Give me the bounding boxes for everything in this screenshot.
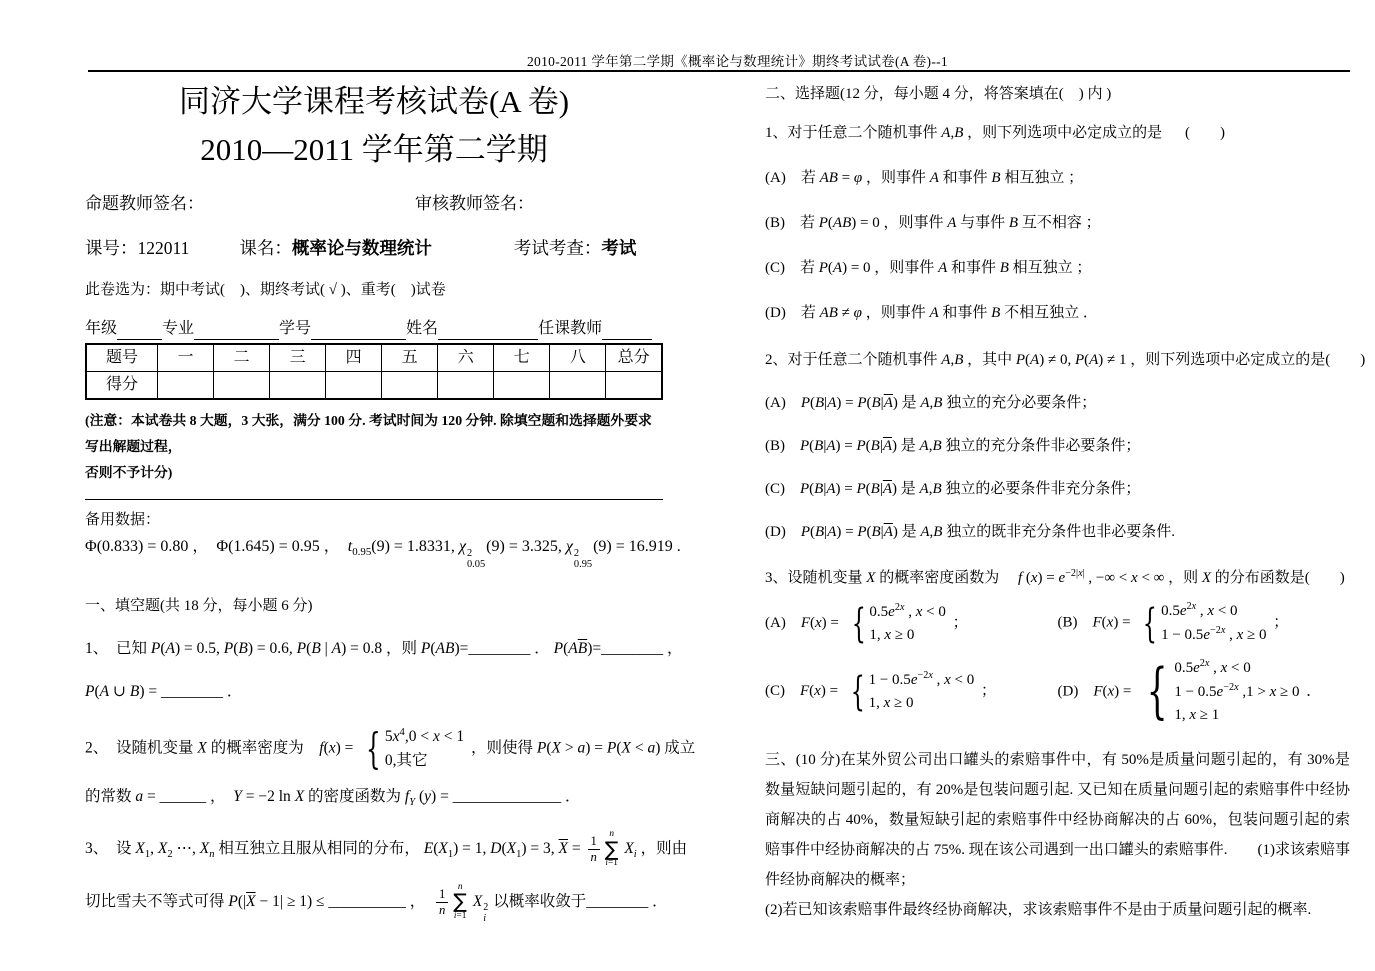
fill-question-3-line-2: 切比雪夫不等式可得 $P(|\overline{X} - 1| \ge 1)$ ≤ __________ ， $\frac{1}{n}$ n ∑ i=1 X 2 i 以概率收敛于________ ． bbox=[85, 881, 668, 924]
choice-question-3-option-b: (B) F(x) = { $0.5e^{2x}$ , x < 0 $1 - 0.5e^{-2x}$ , x ≥ 0 ； bbox=[1057, 599, 1289, 648]
score-table-header-cell: 总分 bbox=[606, 344, 662, 372]
page-header-rule bbox=[88, 70, 1350, 72]
major-blank bbox=[194, 320, 279, 340]
score-cell bbox=[606, 372, 662, 400]
name-blank bbox=[438, 320, 538, 340]
choice-question-2-stem: 2、对于任意二个随机事件 A,B ，其中 P(A) ≠ 0, P(A) ≠ 1 ，则下列选项中必定成立的是( ) bbox=[765, 352, 1366, 368]
section-2-title: 二、选择题(12 分，每小题 4 分，将答案填在( ) 内 ) bbox=[765, 86, 1112, 102]
score-cell bbox=[382, 372, 438, 400]
score-table-header-cell: 七 bbox=[494, 344, 550, 372]
backup-data-formula: Φ(0.833) = 0.80 ， Φ(1.645) = 0.95 ， $t_{0.95}(9) = 1.8331$, χ 2 0.05 (9) = 3.325, χ 2 0.95 (9) = 16.919 . bbox=[85, 537, 681, 570]
student-info-row bbox=[85, 318, 663, 340]
choice-question-1-text: 1、对于任意二个随机事件 A,B ，则下列选项中必定成立的是 bbox=[765, 125, 1163, 141]
name-label: 姓名 bbox=[406, 320, 439, 338]
reviewer-signature-label: 审核教师签名： bbox=[415, 193, 534, 213]
section-3-problem-text: 三、(10 分)在某外贸公司出口罐头的索赔事件中，有 50%是质量问题引起的，有 30%是数量短缺问题引起的，有 20%是包装问题引起. 又已知在质量问题引起的索赔事件中经协商解决的占 40%，数量短缺引起的索赔事件中经协商解决的占 60%，包装问题引起的索赔事件中经协商解决的占 75%. 现在该公司遇到一出口罐头的索赔事件. (1)求该索赔事件经协商解决的概率； bbox=[765, 752, 1350, 889]
student-id-blank bbox=[311, 320, 406, 340]
choice-question-3-option-a: (A) F(x) = { $0.5e^{2x}$ , x < 0 1, x ≥ 0 ； bbox=[765, 599, 968, 648]
score-cell bbox=[214, 372, 270, 400]
fill-question-1-line-1: 1、 已知 P(A) = 0.5, P(B) = 0.6, P(B | A) = 0.8 ，则 P(AB)=________ ． $P(A\overline{B})=\_\_\_\_\_\_\_\_$ ， bbox=[85, 639, 683, 657]
score-table-header-cell: 一 bbox=[158, 344, 214, 372]
choice-question-1-stem bbox=[765, 123, 1350, 144]
exam-note-line-1: (注意：本试卷共 8 大题，3 大张，满分 100 分. 考试时间为 120 分钟. 除填空题和选择题外要求写出解题过程， bbox=[85, 413, 652, 455]
choice-question-2-option-d: (D) $P(B|A) = P(B|\overline{A})$ 是 A,B 独立的既非充分条件也非必要条件. bbox=[765, 524, 1175, 540]
course-name: 课名：概率论与数理统计 bbox=[239, 237, 432, 258]
exam-mode: 考试考查：考试 bbox=[513, 237, 637, 258]
teacher-label: 任课教师 bbox=[538, 320, 603, 338]
score-table-header-cell: 六 bbox=[438, 344, 494, 372]
score-table-header-cell: 二 bbox=[214, 344, 270, 372]
paper-type-line: 此卷选为：期中考试( )、期终考试( √ )、重考( )试卷 bbox=[85, 282, 446, 299]
score-cell bbox=[494, 372, 550, 400]
exam-title: 同济大学课程考核试卷(A 卷) bbox=[178, 84, 570, 119]
fill-question-2-line-2: 的常数 a = ______ ， Y = −2 ln X 的密度函数为 $f_Y$ (y) = ______________ ． bbox=[85, 787, 581, 808]
choice-question-3-option-d: (D) F(x) = { $0.5e^{2x}$ , x < 0 $1 - 0.5e^{-2x}$ ,1 > x ≥ 0 1, x ≥ 1 ． bbox=[1057, 655, 1322, 726]
section-1-title: 一、填空题(共 18 分，每小题 6 分) bbox=[85, 598, 313, 615]
exam-note-line-2: 否则不予计分) bbox=[85, 465, 173, 481]
choice-question-3-stem: 3、设随机变量 X 的概率密度函数为 f $(x) = e^{-2|x|}$ , −∞ < x < ∞ ，则 X 的分布函数是( ) bbox=[765, 568, 1345, 586]
score-cell bbox=[270, 372, 326, 400]
choice-question-1-option-a: (A) 若 AB = φ ，则事件 A 和事件 B 相互独立 ； bbox=[765, 170, 1084, 186]
choice-question-3-options-grid bbox=[765, 599, 1350, 727]
score-table-header-row bbox=[86, 344, 662, 372]
section-divider-rule bbox=[85, 499, 663, 500]
score-table-header-cell: 四 bbox=[326, 344, 382, 372]
section-3-problem-part-2: (2)若已知该索赔事件最终经协商解决，求该索赔事件不是由于质量问题引起的概率. bbox=[765, 902, 1312, 919]
backup-data-label: 备用数据： bbox=[85, 511, 161, 528]
score-cell bbox=[550, 372, 606, 400]
page-header-text: 2010-2011 学年第二学期《概率论与数理统计》期终考试试卷(A 卷)--1 bbox=[527, 54, 948, 69]
score-table-header-cell: 五 bbox=[382, 344, 438, 372]
choice-question-2-option-a: (A) $P(B|A) = P(B|\overline{A})$ 是 A,B 独立的充分必要条件； bbox=[765, 395, 1097, 411]
signature-row bbox=[85, 193, 663, 217]
teacher-blank bbox=[602, 320, 652, 340]
course-info-row bbox=[85, 237, 663, 261]
choice-question-1-option-c: (C) 若 P(A) = 0 ，则事件 A 和事件 B 相互独立 ； bbox=[765, 260, 1092, 276]
grade-blank bbox=[117, 320, 162, 340]
proposer-signature-label: 命题教师签名： bbox=[85, 193, 204, 213]
left-column bbox=[85, 82, 696, 924]
score-table-header-cell: 八 bbox=[550, 344, 606, 372]
score-cell bbox=[158, 372, 214, 400]
choice-question-3-option-c: (C) F(x) = { $1 - 0.5e^{-2x}$ , x < 0 1, x ≥ 0 ； bbox=[765, 667, 997, 716]
score-table bbox=[85, 343, 663, 400]
score-table-header-cell: 三 bbox=[270, 344, 326, 372]
choice-question-1-answer-paren: ( ) bbox=[1185, 125, 1225, 141]
choice-question-2-option-c: (C) $P(B|A) = P(B|\overline{A})$ 是 A,B 独立的必要条件非充分条件； bbox=[765, 481, 1141, 497]
score-row-label: 得分 bbox=[86, 372, 158, 400]
fill-question-2-line-1: 2、 设随机变量 X 的概率密度为 f(x) = { $5x^4,0 < x < 1$ 0,其它 ，则使得 P(X > a) = P(X < a) 成立 bbox=[85, 723, 696, 773]
score-cell bbox=[438, 372, 494, 400]
choice-question-1-option-b: (B) 若 P(AB) = 0 ，则事件 A 与事件 B 互不相容 ； bbox=[765, 215, 1101, 231]
semester-title: 2010—2011 学年第二学期 bbox=[200, 132, 548, 168]
fill-question-1-line-2: P(A ∪ B) = ________ ． bbox=[85, 682, 243, 700]
score-table-score-row bbox=[86, 372, 662, 400]
choice-question-1-option-d: (D) 若 AB ≠ φ ，则事件 A 和事件 B 不相互独立 ． bbox=[765, 305, 1098, 321]
course-number: 课号：122011 bbox=[85, 237, 190, 258]
exam-note bbox=[85, 408, 663, 487]
score-table-header-cell: 题号 bbox=[86, 344, 158, 372]
choice-question-2-option-b: (B) $P(B|A) = P(B|\overline{A})$ 是 A,B 独立的充分条件非必要条件； bbox=[765, 438, 1141, 454]
score-cell bbox=[326, 372, 382, 400]
major-label: 专业 bbox=[162, 320, 195, 338]
right-column bbox=[765, 84, 1366, 925]
grade-label: 年级 bbox=[85, 320, 118, 338]
student-id-label: 学号 bbox=[279, 320, 312, 338]
fill-question-3-line-1: 3、 设 $X_1$, $X_2$ ⋯, $X_n$ 相互独立且服从相同的分布， $E(X_1) = 1$, $D(X_1) = 3$, $\overline{X}$ = $\frac{1}{n}$ n ∑ i=1 $X_i$ ，则由 bbox=[85, 829, 688, 868]
